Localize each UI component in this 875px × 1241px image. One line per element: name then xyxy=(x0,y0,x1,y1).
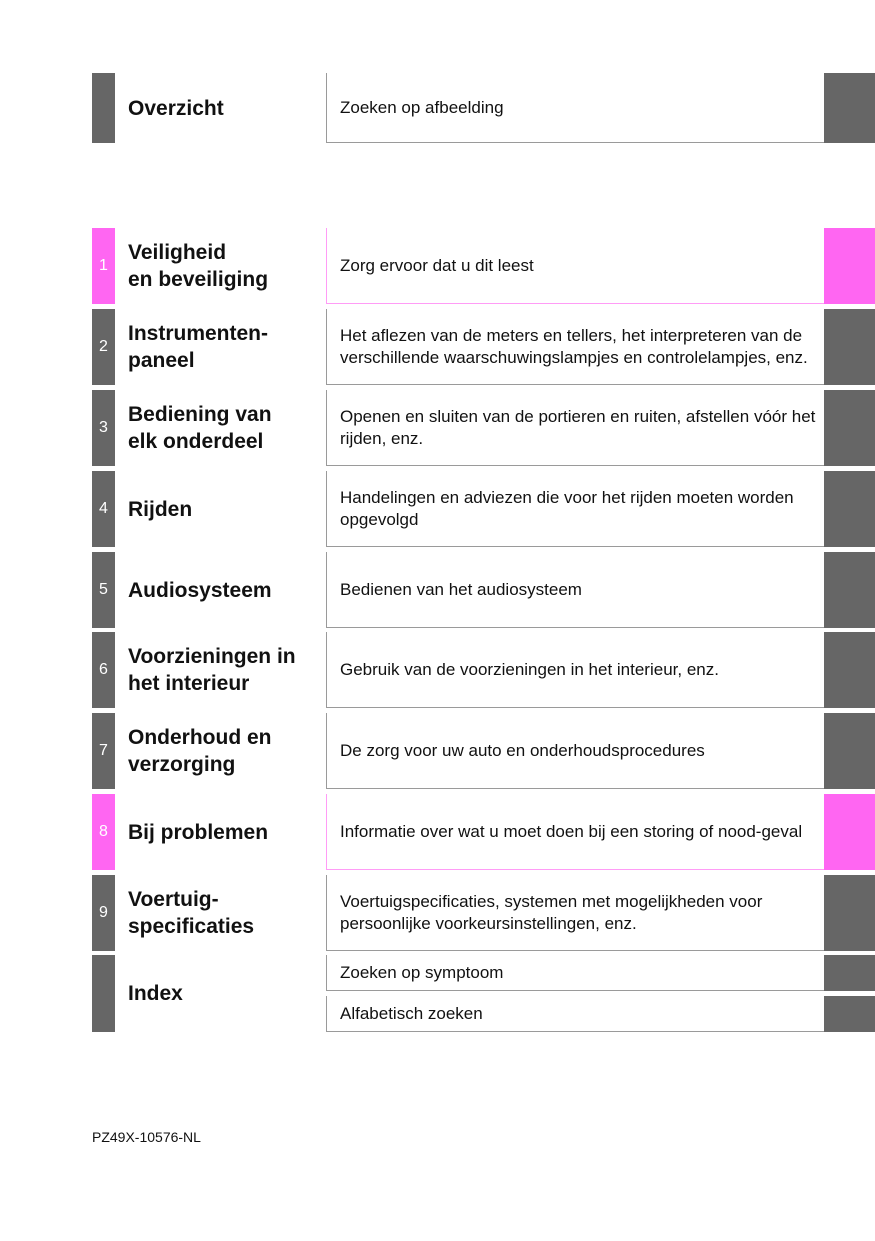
chapter-desc-text: Zorg ervoor dat u dit leest xyxy=(340,255,534,275)
chapter-title[interactable]: Onderhoud en verzorging xyxy=(128,726,272,776)
chapter-title[interactable]: Veiligheid en beveiliging xyxy=(128,241,269,291)
chapter-side-tab[interactable] xyxy=(824,390,875,466)
chapter-row-4[interactable] xyxy=(0,471,875,547)
index-item-alphabetical[interactable] xyxy=(0,996,875,1032)
overview-tab-marker xyxy=(92,73,115,143)
chapter-side-tab[interactable] xyxy=(824,471,875,547)
chapter-number: 3 xyxy=(92,390,115,466)
chapter-side-tab[interactable] xyxy=(824,632,875,708)
chapter-number: 2 xyxy=(92,309,115,385)
chapter-row-7[interactable] xyxy=(0,713,875,789)
chapter-row-2[interactable] xyxy=(0,309,875,385)
chapter-title[interactable]: Bediening van elk onderdeel xyxy=(128,403,272,453)
chapter-side-tab[interactable] xyxy=(824,875,875,951)
chapter-title[interactable]: Voorzieningen in het interieur xyxy=(128,645,296,695)
overview-row[interactable] xyxy=(0,73,875,143)
chapter-side-tab[interactable] xyxy=(824,552,875,628)
index-item-desc[interactable] xyxy=(326,996,824,1032)
chapter-desc[interactable] xyxy=(326,632,824,708)
chapter-desc[interactable] xyxy=(326,228,824,304)
chapter-desc[interactable] xyxy=(326,552,824,628)
document-code: PZ49X-10576-NL xyxy=(92,1129,201,1145)
chapter-desc-text: Het aflezen van de meters en tellers, het interpreteren van de verschillende waarschuwingslampjes en controlelampjes, enz. xyxy=(340,325,808,367)
chapter-desc-text: Handelingen en adviezen die voor het rijden moeten worden opgevolgd xyxy=(340,487,794,529)
index-side-tab[interactable] xyxy=(824,955,875,991)
index-side-tab[interactable] xyxy=(824,996,875,1032)
chapter-number: 4 xyxy=(92,471,115,547)
chapter-title[interactable]: Audiosysteem xyxy=(128,578,272,602)
chapter-desc-text: Informatie over wat u moet doen bij een storing of nood-geval xyxy=(340,821,803,841)
overview-title[interactable]: Overzicht xyxy=(128,96,224,120)
overview-side-tab[interactable] xyxy=(824,73,875,143)
chapter-desc-text: Openen en sluiten van de portieren en ruiten, afstellen vóór het rijden, enz. xyxy=(340,406,816,448)
chapter-desc-text: Bedienen van het audiosysteem xyxy=(340,579,582,599)
chapter-row-9[interactable] xyxy=(0,875,875,951)
chapter-desc[interactable] xyxy=(326,390,824,466)
chapter-title[interactable]: Rijden xyxy=(128,497,193,521)
index-item-symptom[interactable] xyxy=(0,955,875,991)
chapter-side-tab[interactable] xyxy=(824,228,875,304)
chapter-number: 7 xyxy=(92,713,115,789)
chapter-side-tab[interactable] xyxy=(824,309,875,385)
chapter-side-tab[interactable] xyxy=(824,794,875,870)
chapter-desc-text: De zorg voor uw auto en onderhoudsprocedures xyxy=(340,740,705,760)
chapter-desc[interactable] xyxy=(326,713,824,789)
chapter-title[interactable]: Bij problemen xyxy=(128,820,269,844)
chapter-row-3[interactable] xyxy=(0,390,875,466)
chapter-number: 1 xyxy=(92,228,115,304)
index-item-text: Zoeken op symptoom xyxy=(340,962,504,982)
chapter-title[interactable]: Instrumenten- paneel xyxy=(128,322,269,372)
index-title[interactable]: Index xyxy=(128,982,183,1005)
overview-desc-text: Zoeken op afbeelding xyxy=(340,97,504,117)
chapter-desc-text: Gebruik van de voorzieningen in het interieur, enz. xyxy=(340,659,719,679)
chapter-number: 8 xyxy=(92,794,115,870)
chapter-desc-text: Voertuigspecificaties, systemen met mogelijkheden voor persoonlijke voorkeursinstellingen, enz. xyxy=(340,891,763,933)
chapter-row-6[interactable] xyxy=(0,632,875,708)
chapter-row-5[interactable] xyxy=(0,552,875,628)
chapter-desc[interactable] xyxy=(326,794,824,870)
overview-desc[interactable] xyxy=(326,73,824,143)
chapter-title[interactable]: Voertuig- specificaties xyxy=(128,888,255,938)
chapter-side-tab[interactable] xyxy=(824,713,875,789)
chapter-desc[interactable] xyxy=(326,875,824,951)
chapter-desc[interactable] xyxy=(326,309,824,385)
chapter-number: 9 xyxy=(92,875,115,951)
chapter-row-8[interactable] xyxy=(0,794,875,870)
chapter-number: 5 xyxy=(92,552,115,628)
chapter-row-1[interactable] xyxy=(0,228,875,304)
chapter-desc[interactable] xyxy=(326,471,824,547)
chapter-number: 6 xyxy=(92,632,115,708)
index-item-desc[interactable] xyxy=(326,955,824,991)
index-item-text: Alfabetisch zoeken xyxy=(340,1003,483,1023)
